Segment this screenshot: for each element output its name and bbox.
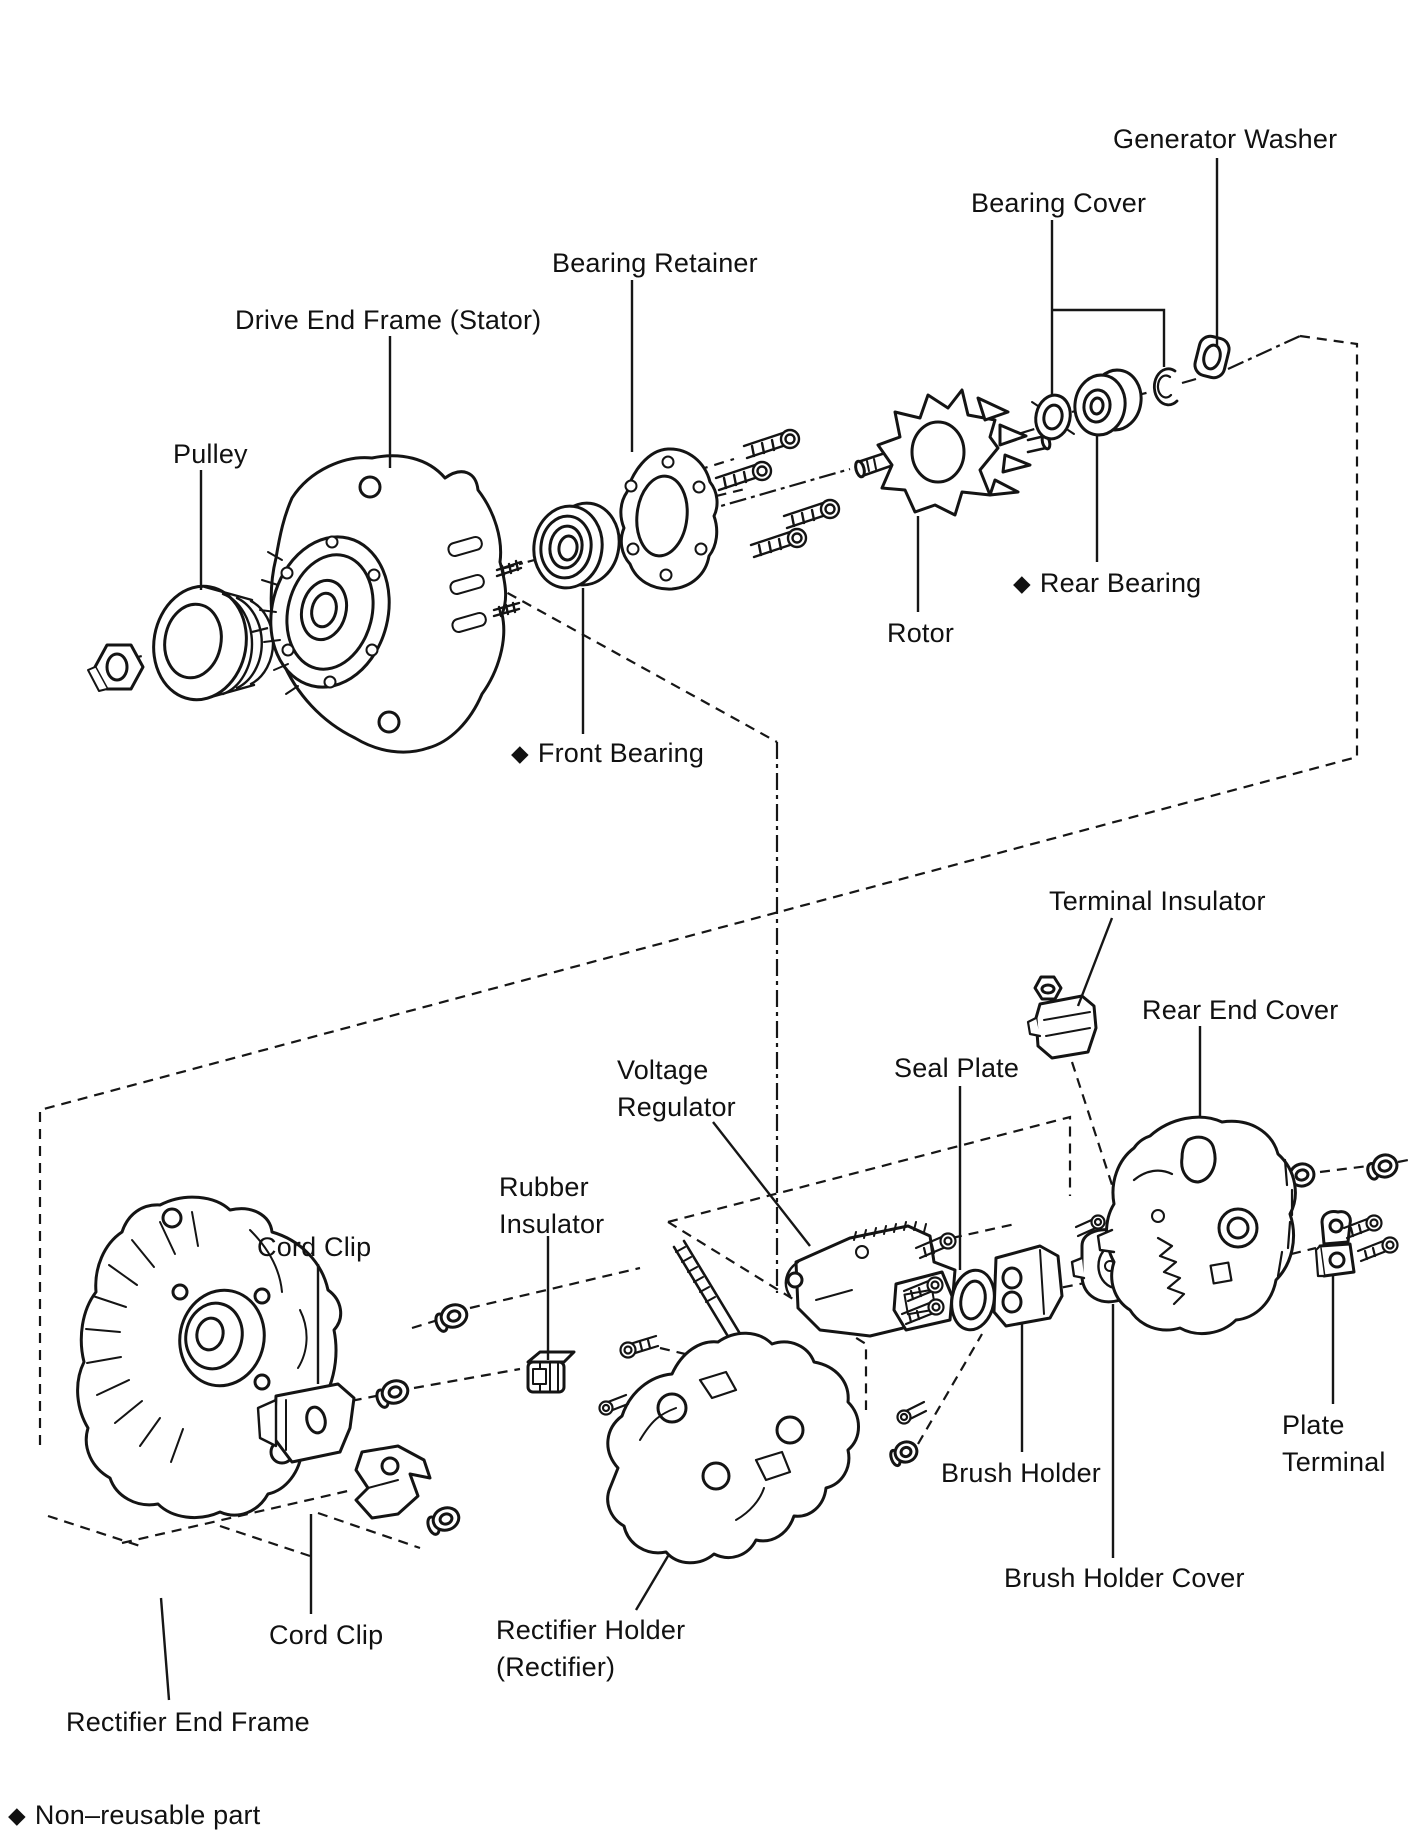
label-brush-holder-cover: Brush Holder Cover <box>1004 1563 1245 1593</box>
part-rotor-drawing <box>854 390 1051 515</box>
non-reusable-diamond-icon: ◆ <box>8 1802 26 1828</box>
label-rubber-insulator: Rubber Insulator <box>499 1172 605 1239</box>
part-terminal-insulator-drawing <box>1028 977 1096 1058</box>
label-brush-holder: Brush Holder <box>941 1458 1101 1488</box>
label-rectifier-end-frame: Rectifier End Frame <box>66 1707 310 1737</box>
part-pulley-nut-drawing <box>88 645 143 691</box>
part-generator-washer-drawing <box>1193 334 1232 380</box>
label-seal-plate: Seal Plate <box>894 1053 1020 1083</box>
part-bearing-cover-ring-drawing <box>1154 369 1177 405</box>
label-rear-end-cover: Rear End Cover <box>1142 995 1339 1025</box>
part-retainer-bolts-drawing <box>716 430 839 557</box>
label-pulley: Pulley <box>173 439 248 469</box>
label-cord-clip-lower: Cord Clip <box>269 1620 384 1650</box>
label-bearing-cover: Bearing Cover <box>971 188 1147 218</box>
non-reusable-diamond-icon: ◆ <box>511 740 529 766</box>
part-bearing-retainer-drawing <box>621 449 717 589</box>
part-rubber-insulator-drawing <box>528 1352 574 1392</box>
label-terminal-insulator: Terminal Insulator <box>1049 886 1266 916</box>
label-plate-terminal: Plate Terminal <box>1282 1410 1386 1477</box>
label-front-bearing: ◆ Front Bearing <box>511 735 704 773</box>
legend-non-reusable: ◆ Non–reusable part <box>8 1797 260 1834</box>
non-reusable-diamond-icon: ◆ <box>1013 570 1031 596</box>
label-drive-end-frame: Drive End Frame (Stator) <box>235 305 542 335</box>
part-drive-end-frame-drawing <box>255 456 521 752</box>
label-cord-clip-upper: Cord Clip <box>257 1232 372 1262</box>
label-generator-washer: Generator Washer <box>1113 124 1338 154</box>
part-cord-clip-lower-drawing <box>356 1446 430 1518</box>
part-front-bearing-drawing <box>529 499 625 593</box>
label-bearing-retainer: Bearing Retainer <box>552 248 758 278</box>
part-brush-holder-drawing <box>994 1246 1062 1326</box>
part-pulley-drawing <box>145 579 273 707</box>
part-rear-end-cover-drawing <box>1098 1117 1295 1333</box>
part-rear-bearing-drawing <box>1071 367 1145 438</box>
label-rear-bearing: ◆ Rear Bearing <box>1013 565 1201 603</box>
label-voltage-regulator: Voltage Regulator <box>617 1055 736 1122</box>
label-rectifier-holder: Rectifier Holder (Rectifier) <box>496 1615 686 1682</box>
label-rotor: Rotor <box>887 618 955 648</box>
part-plate-terminal-drawing <box>1316 1211 1354 1276</box>
part-bearing-cover-washer-drawing <box>1032 392 1074 442</box>
